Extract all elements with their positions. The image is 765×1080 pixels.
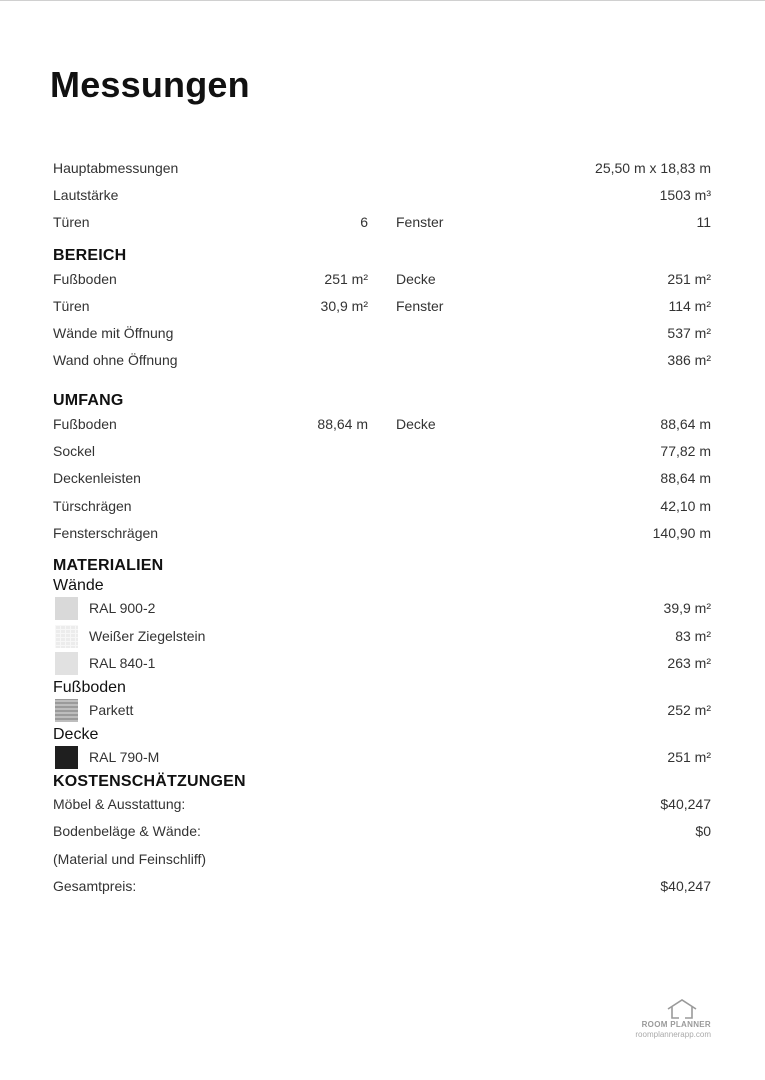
- material-row: [0, 702, 765, 722]
- value-walls-without-opening: 386 m²: [667, 352, 711, 368]
- top-border: [0, 0, 765, 1]
- value-furniture-cost: $40,247: [660, 796, 711, 812]
- material-name: RAL 840-1: [89, 655, 156, 671]
- label-walls-with-opening: Wände mit Öffnung: [53, 325, 174, 341]
- row-area-doors-windows: [0, 298, 765, 318]
- material-name: RAL 900-2: [89, 600, 156, 616]
- label-furniture-cost: Möbel & Ausstattung:: [53, 796, 186, 812]
- row-area-floor-ceiling: [0, 271, 765, 291]
- materials-ceiling-subheading: Decke: [53, 726, 99, 743]
- label-cornice: Deckenleisten: [53, 470, 141, 486]
- label-perimeter-ceiling: Decke: [396, 416, 436, 432]
- label-total-price: Gesamtpreis:: [53, 878, 137, 894]
- value-doors-count: 6: [360, 214, 368, 230]
- row-floor-walls-cost: [0, 823, 765, 843]
- material-row: [0, 628, 765, 648]
- value-area-doors: 30,9 m²: [320, 298, 368, 314]
- label-cost-note: (Material und Feinschliff): [53, 851, 207, 867]
- value-cornice: 88,64 m: [660, 470, 711, 486]
- section-perimeter-heading: UMFANG: [53, 392, 124, 409]
- value-window-bevels: 140,90 m: [652, 525, 711, 541]
- label-windows-count: Fenster: [396, 214, 444, 230]
- material-value: 83 m²: [675, 628, 711, 644]
- value-area-windows: 114 m²: [668, 298, 711, 314]
- material-row: [0, 749, 765, 769]
- row-main-dimensions: [0, 160, 765, 180]
- footer-branding: [591, 998, 711, 1039]
- label-walls-without-opening: Wand ohne Öffnung: [53, 352, 178, 368]
- section-materials-heading: MATERIALIEN: [53, 557, 164, 574]
- row-window-bevels: [0, 525, 765, 545]
- materials-floor-subheading: Fußboden: [53, 679, 126, 696]
- material-name: Parkett: [89, 702, 134, 718]
- label-area-ceiling: Decke: [396, 271, 436, 287]
- row-perimeter-floor-ceiling: [0, 416, 765, 436]
- material-value: 39,9 m²: [663, 600, 711, 616]
- label-window-bevels: Fensterschrägen: [53, 525, 159, 541]
- row-walls-with-opening: [0, 325, 765, 345]
- value-total-price: $40,247: [660, 878, 711, 894]
- value-door-bevels: 42,10 m: [660, 498, 711, 514]
- row-furniture-cost: [0, 796, 765, 816]
- label-perimeter-floor: Fußboden: [53, 416, 117, 432]
- label-area-doors: Türen: [53, 298, 90, 314]
- footer-url: roomplannerapp.com: [635, 1030, 711, 1039]
- label-area-floor: Fußboden: [53, 271, 117, 287]
- value-plinth: 77,82 m: [660, 443, 711, 459]
- material-name: RAL 790-M: [89, 749, 160, 765]
- row-door-bevels: [0, 498, 765, 518]
- materials-walls-subheading: Wände: [53, 577, 104, 594]
- row-walls-without-opening: [0, 352, 765, 372]
- house-outline-icon: [665, 998, 699, 1020]
- material-value: 252 m²: [667, 702, 711, 718]
- material-value: 263 m²: [667, 655, 711, 671]
- material-name: Weißer Ziegelstein: [89, 628, 206, 644]
- label-volume: Lautstärke: [53, 187, 119, 203]
- row-total-price: [0, 878, 765, 898]
- section-costs-heading: KOSTENSCHÄTZUNGEN: [53, 773, 246, 790]
- label-main-dimensions: Hauptabmessungen: [53, 160, 179, 176]
- material-value: 251 m²: [667, 749, 711, 765]
- row-doors-windows-count: [0, 214, 765, 234]
- label-floor-walls-cost: Bodenbeläge & Wände:: [53, 823, 201, 839]
- page-title: Messungen: [50, 64, 250, 105]
- value-windows-count: 11: [696, 214, 711, 230]
- value-area-ceiling: 251 m²: [667, 271, 711, 287]
- row-plinth: [0, 443, 765, 463]
- row-cornice: [0, 470, 765, 490]
- label-doors-count: Türen: [53, 214, 90, 230]
- label-area-windows: Fenster: [396, 298, 444, 314]
- label-door-bevels: Türschrägen: [53, 498, 132, 514]
- value-walls-with-opening: 537 m²: [667, 325, 711, 341]
- value-floor-walls-cost: $0: [695, 823, 711, 839]
- material-row: [0, 655, 765, 675]
- material-row: [0, 600, 765, 620]
- value-perimeter-ceiling: 88,64 m: [660, 416, 711, 432]
- value-perimeter-floor: 88,64 m: [317, 416, 368, 432]
- value-main-dimensions: 25,50 m x 18,83 m: [595, 160, 711, 176]
- value-volume: 1503 m³: [659, 187, 711, 203]
- row-cost-note: [0, 851, 765, 871]
- label-plinth: Sockel: [53, 443, 96, 459]
- row-volume: [0, 187, 765, 207]
- section-area-heading: BEREICH: [53, 247, 127, 264]
- footer-brand: ROOM PLANNER: [641, 1020, 711, 1029]
- value-area-floor: 251 m²: [324, 271, 368, 287]
